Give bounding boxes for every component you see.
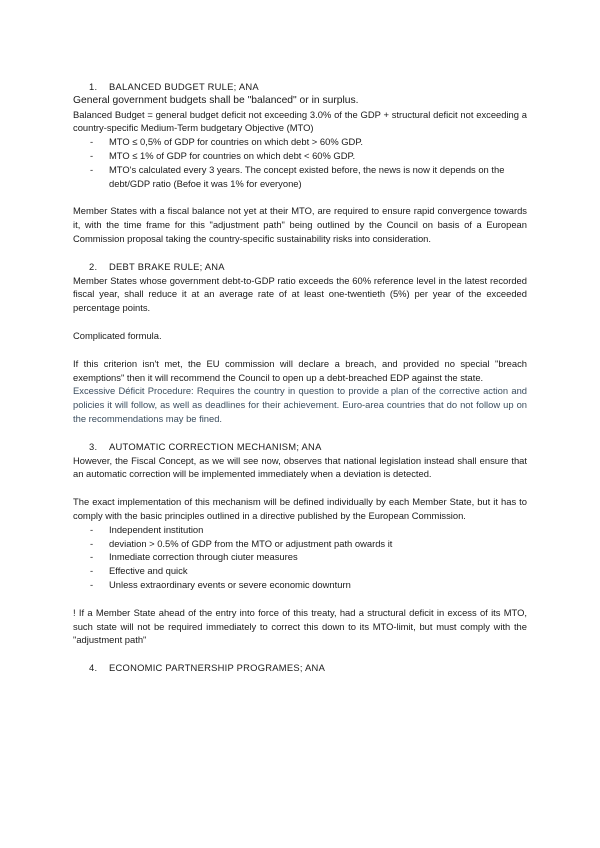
section-1-bullet-list <box>73 135 527 190</box>
section-2-paragraph-1: Member States whose government debt-to-GDP ratio exceeds the 60% reference level in the latest recorded fiscal year, shall reduce it at an average rate of at least one-twentieth (5%) per year of the exceeded percentage points. <box>73 274 527 314</box>
section-1-lead: General government budgets shall be "balanced" or in surplus. <box>73 94 359 106</box>
document-page <box>73 80 527 675</box>
section-2-paragraph-2: Complicated formula. <box>73 329 162 341</box>
list-item: - Independent institution <box>73 523 527 537</box>
section-2-paragraph-4: Excessive Déficit Procedure: Requires the country in question to provide a plan of the corrective action and policies it will follow, as well as deadlines for their achievement. Euro-area countries that do not follow up on the recommendations may be fined. <box>73 385 527 424</box>
section-3-heading: 3. AUTOMATIC CORRECTION MECHANISM; ANA <box>89 440 322 452</box>
list-item: - Effective and quick <box>73 564 527 578</box>
section-2-paragraph-3: If this criterion isn't met, the EU commission will declare a breach, and provided no special "breach exemptions" then it will recommend the Council to open up a debt-breached EDP against the state. <box>73 357 527 383</box>
section-3-bullet-list <box>73 523 527 592</box>
section-3-paragraph-2: The exact implementation of this mechanism will be defined individually by each Member State, but it has to comply with the basic principles outlined in a directive published by the European Commission. <box>73 496 527 521</box>
section-4-heading: 4. ECONOMIC PARTNERSHIP PROGRAMES; ANA <box>89 662 326 674</box>
section-1-paragraph: Member States with a fiscal balance not yet at their MTO, are required to ensure rapid convergence towards it, with the time frame for this "adjustment path" being outlined by the Council on basis of a European Commission proposal taking the country-specific sustainability risks into consideration. <box>73 205 527 244</box>
list-item: - MTO's calculated every 3 years. The concept existed before, the news is now it depends on the debt/GDP ratio (Befoe it was 1% for everyone) <box>73 163 527 191</box>
section-3-paragraph-1: However, the Fiscal Concept, as we will see now, observes that national legislation instead shall ensure that an automatic correction will be implemented immediately when a deviation is detected. <box>73 454 527 480</box>
list-item: - deviation > 0.5% of GDP from the MTO or adjustment path owards it <box>73 537 527 551</box>
list-item: - Inmediate correction through ciuter measures <box>73 550 527 564</box>
list-item: - MTO ≤ 1% of GDP for countries on which debt < 60% GDP. <box>73 149 527 163</box>
list-item: - MTO ≤ 0,5% of GDP for countries on which debt > 60% GDP. <box>73 135 527 149</box>
section-1-heading: 1. BALANCED BUDGET RULE; ANA <box>89 81 259 92</box>
section-1-definition: Balanced Budget = general budget deficit not exceeding 3.0% of the GDP + structural deficit not exceeding a country-specific Medium-Term budgetary Objective (MTO) <box>73 108 527 134</box>
section-3-paragraph-3: ! If a Member State ahead of the entry into force of this treaty, had a structural deficit in excess of its MTO, such state will not be required immediately to correct this down to its MTO-limit, but must comply with the "adjustment path" <box>73 606 527 646</box>
section-2-heading: 2. DEBT BRAKE RULE; ANA <box>89 260 225 272</box>
list-item: - Unless extraordinary events or severe economic downturn <box>73 578 527 592</box>
